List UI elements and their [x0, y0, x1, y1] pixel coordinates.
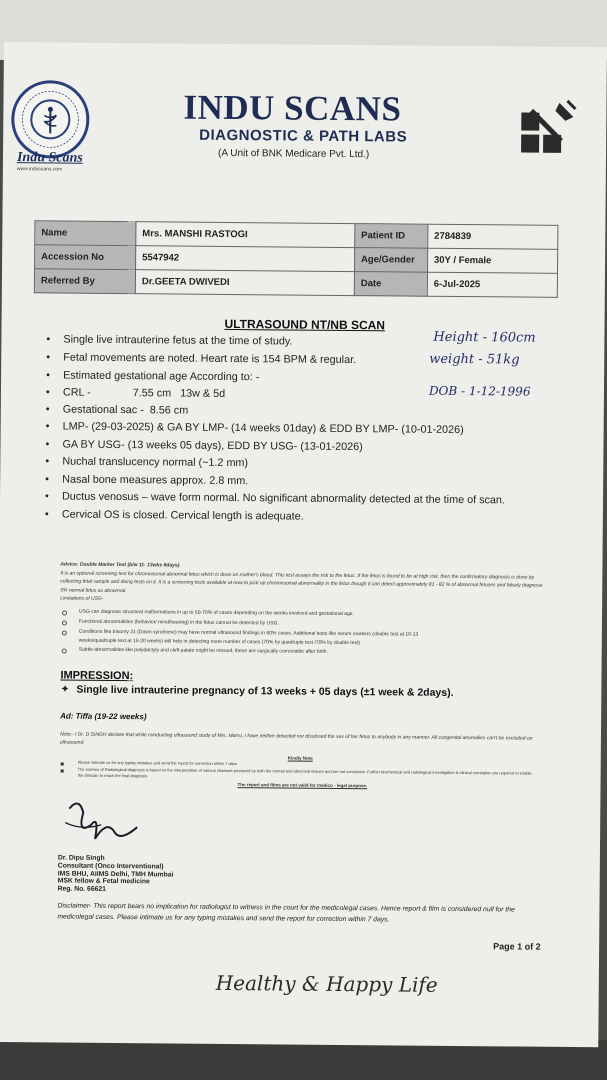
- finding-item: • Estimated gestational age According to: -: [63, 370, 259, 384]
- limitation-item: Subtle abnormalities like polydactyly and cleft palate might be missed, these are surgically correctable after birth.: [78, 646, 329, 655]
- name-label: Name: [35, 221, 136, 246]
- bullet: [61, 763, 64, 766]
- doctor-details: [58, 855, 174, 895]
- lab-title: INDU SCANS: [183, 87, 402, 129]
- bullet: [61, 770, 64, 773]
- bullet-circle: [62, 649, 67, 654]
- indu-scans-seal-logo: [11, 80, 90, 159]
- finding-item: • LMP- (29-03-2025) & GA BY LMP- (14 weeks 01day) & EDD BY LMP- (10-01-2026): [63, 421, 464, 436]
- referred-by: Dr.GEETA DWIVEDI: [135, 270, 354, 296]
- four-point-star-icon: ✦: [60, 683, 70, 696]
- handwritten-weight: weight - 51kg: [429, 351, 520, 368]
- advice-text: It is an optional screening test for chromosomal abnormal fetus which is done on mother's blood. This test assays the risk to the fetus. If the fetus is found to be at high risk, then the confirmatory diagnosis is done by collecting fetal sample and doing tests on it. It is a screening tests available at now to pick up chromosomal abnormality in the fetus though it can detect approximately 81 - 82 % of abnormal fetuses and falsely diagnose 5% normal fetus as abnormal.: [60, 570, 543, 594]
- microscope-pipette-icon: [517, 96, 580, 159]
- referred-by-label: Referred By: [34, 269, 135, 294]
- doctor-signature: [61, 795, 141, 852]
- finding-item: • Nuchal translucency normal (~1.2 mm): [62, 456, 248, 470]
- kindly-note-item: The science of Radiological diagnosis is based on the interpretation of various shadows produced by both the normal and abnormal tissues and are not conclusive. Further biochemical and radiological investigation & clinical correlation are required to enable the clinician to reach the final diagnosis.: [77, 766, 532, 778]
- finding-item: • CRL - 7.55 cm 13w & 5d: [63, 387, 225, 400]
- doctor-reg-no: Reg. No. 66621: [57, 885, 106, 894]
- report-title: ULTRASOUND NT/NB SCAN: [224, 316, 386, 333]
- patient-name: Mrs. MANSHI RASTOGI: [136, 222, 355, 248]
- doctor-title: Consultant (Onco Interventional): [57, 862, 164, 871]
- accession-label: Accession No: [35, 245, 136, 270]
- logo-url: www.induscans.com: [16, 166, 63, 173]
- advice-title: Advice: Double Marker Test (b/w 11- 13wks 6days): [60, 561, 180, 569]
- table-row: [34, 269, 557, 298]
- limitations-title: Limitations of USG-: [60, 595, 104, 603]
- bullet-circle: [62, 621, 67, 626]
- impression-heading: IMPRESSION:: [60, 669, 134, 683]
- patient-id-label: Patient ID: [355, 224, 428, 249]
- logo-inner-ring: [30, 99, 70, 139]
- tagline: Healthy & Happy Life: [215, 970, 438, 997]
- sex-disclosure-note: Note:- I Dr. D SINGH declare that while conducting ultrasound study of Mrs. Mansi, I have neither detected nor disclosed the sex of her fetus to anybody in any manner. All congenital anomalies can't be excluded on ultrasound.: [59, 731, 533, 746]
- limitation-item: weeks/quadruple test at 15-20 weeks) will help in detecting more number of cases (70% by quadruple test /70% by double test): [78, 637, 361, 647]
- handwritten-dob: DOB - 1-12-1996: [428, 383, 531, 399]
- disclaimer: Disclaimer- This report bears no implication for radiologist to witness in the court for the medicolegal cases. Hence report & film is considered null for the medicolegal cases. Please intimate us for any typing mistakes and send the report for correction within 7 days.: [57, 902, 515, 924]
- finding-item: • Nasal bone measures approx. 2.8 mm.: [62, 474, 248, 488]
- lab-unit: (A Unit of BNK Medicare Pvt. Ltd.): [217, 147, 370, 161]
- limitation-item: Conditions like trisomy 21 (Down syndrome) may have normal ultrasound findings in 60% cases. Additional tests like serum markers (double test at 10-13: [78, 628, 419, 638]
- doctor-name: Dr. Dipu Singh: [57, 854, 105, 862]
- advice-block: [60, 561, 550, 608]
- finding-item: • Gestational sac - 8.56 cm: [63, 404, 189, 417]
- lab-subtitle: DIAGNOSTIC & PATH LABS: [199, 126, 408, 146]
- finding-item: • Fetal movements are noted. Heart rate is 154 BPM & regular.: [63, 352, 356, 367]
- limitation-item: Functional abnormalities (behavior/ mind/hearing) in the fetus cannot be detected by USG.: [78, 618, 279, 627]
- logo-name: Indu Scans: [16, 150, 83, 166]
- kindly-note-footer: The report and films are not valid for medico - legal purpose.: [237, 782, 368, 789]
- doctor-fellowship: MSK fellow & Fetal medicine: [57, 877, 150, 886]
- finding-item: • Ductus venosus – wave form normal. No significant abnormality detected at the time of scan.: [62, 491, 505, 507]
- finding-item: • GA BY USG- (13 weeks 05 days), EDD BY USG- (13-01-2026): [62, 439, 362, 454]
- patient-info-table: [34, 220, 559, 298]
- accession-no: 5547942: [136, 246, 355, 272]
- limitation-item: USG can diagnose structural malformations in up to 50-70% of cases depending on the weeks involved and gestational age.: [79, 608, 354, 618]
- finding-item: • Cervical OS is closed. Cervical length is adequate.: [62, 509, 304, 523]
- patient-id: 2784839: [428, 224, 558, 249]
- age-gender: 30Y / Female: [427, 248, 557, 273]
- bullet-circle: [62, 631, 67, 636]
- impression-text: Single live intrauterine pregnancy of 13 weeks + 05 days (±1 week & 2days).: [76, 683, 454, 699]
- page-number: Page 1 of 2: [493, 941, 541, 952]
- caduceus-icon: [38, 105, 62, 135]
- date-label: Date: [354, 272, 427, 297]
- kindly-note-item: Please intimate us for any typing mistakes and send the report for correction within 7 days.: [77, 759, 239, 767]
- bullet-circle: [62, 611, 67, 616]
- finding-item: • Single live intrauterine fetus at the time of study.: [63, 334, 292, 348]
- handwritten-height: Height - 160cm: [433, 329, 536, 346]
- advice-tiffa: Ad: Tiffa (19-22 weeks): [60, 711, 147, 722]
- report-page: [0, 42, 607, 1047]
- doctor-education: IMS BHU, AIIMS Delhi, TMH Mumbai: [57, 870, 174, 879]
- kindly-note-title: Kindly Note: [287, 755, 313, 761]
- age-gender-label: Age/Gender: [354, 248, 427, 273]
- report-date: 6-Jul-2025: [427, 272, 557, 297]
